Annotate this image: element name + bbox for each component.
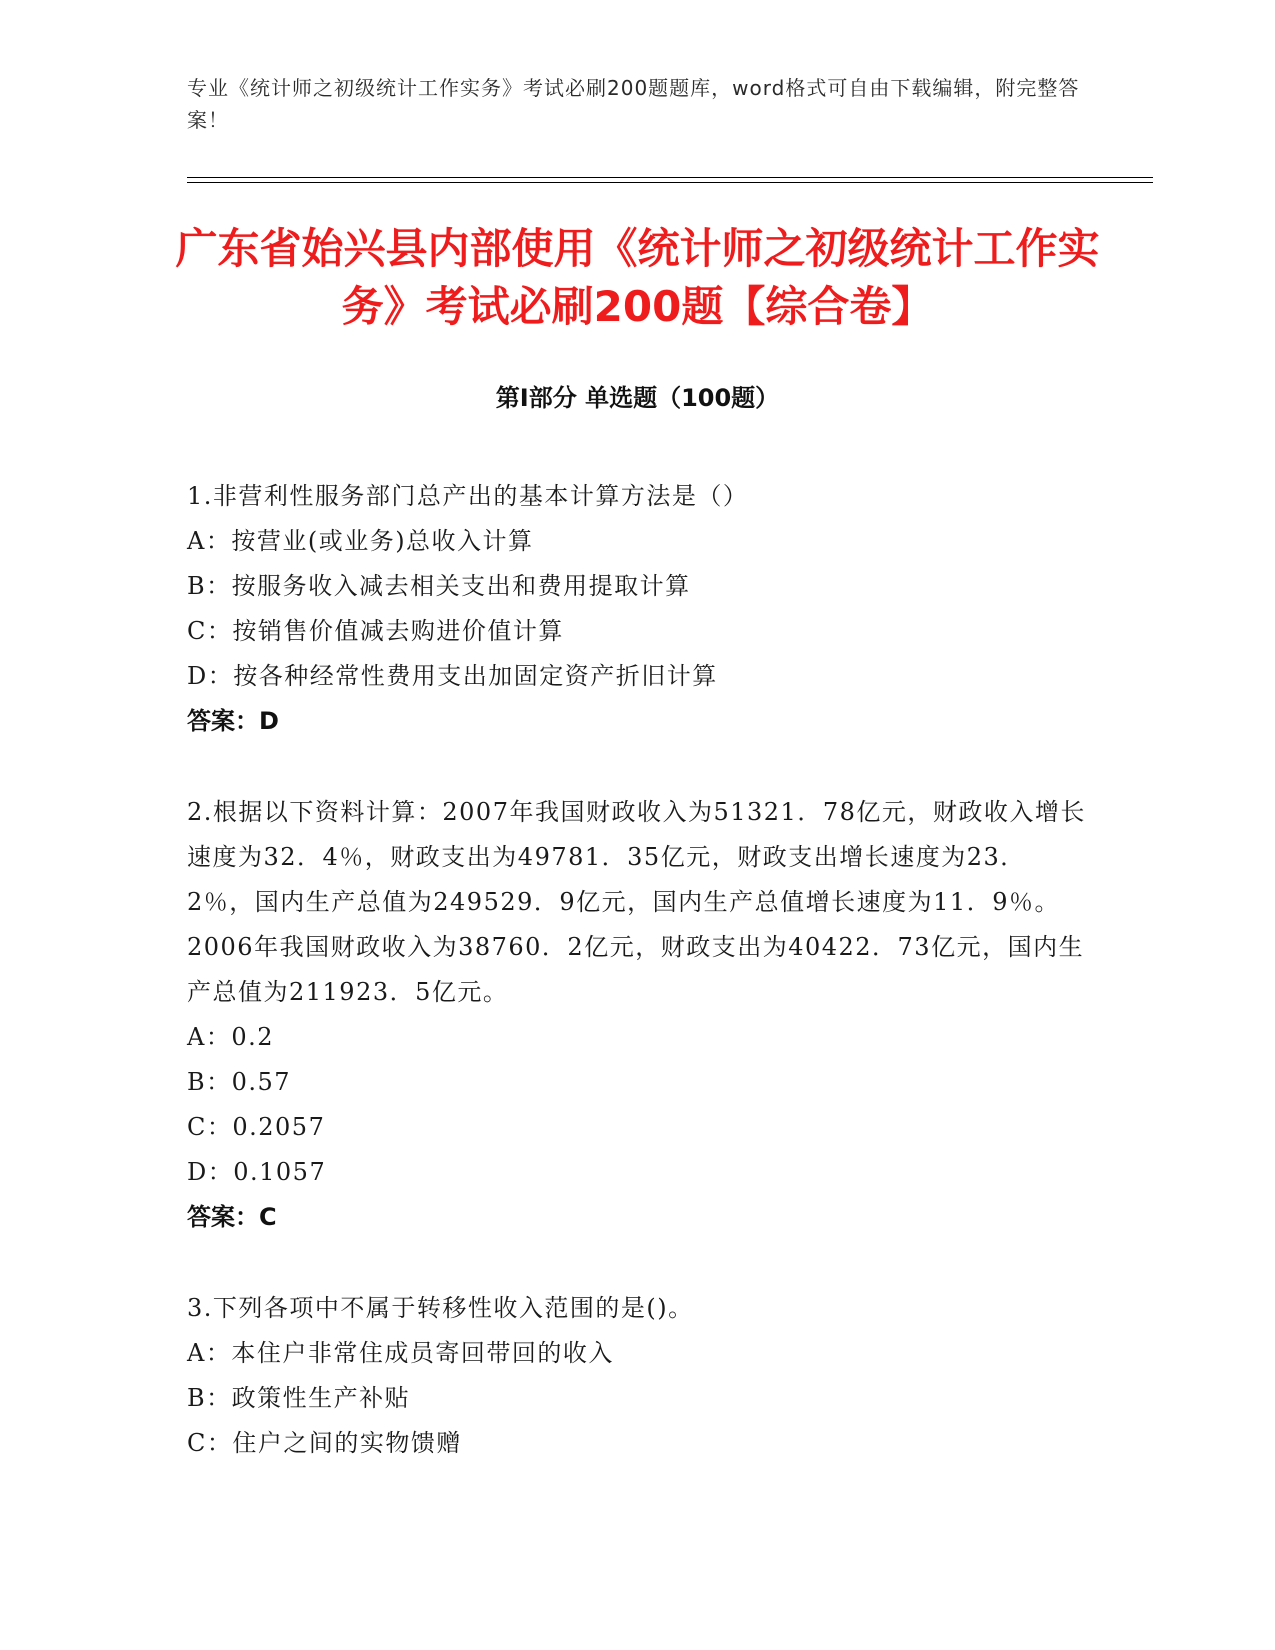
section-title: 第I部分 单选题（100题）	[495, 384, 780, 412]
question-2	[187, 790, 1087, 1240]
question-3	[187, 1286, 1087, 1466]
option-c: C：住户之间的实物馈赠	[187, 1429, 462, 1457]
header-divider-top	[187, 177, 1153, 178]
page-header-note: 专业《统计师之初级统计工作实务》考试必刷200题题库，word格式可自由下载编辑，附完整答案！	[187, 76, 1080, 132]
question-1	[187, 474, 1087, 744]
option-c: C：按销售价值减去购进价值计算	[187, 617, 564, 645]
option-a: A：本住户非常住成员寄回带回的收入	[187, 1339, 614, 1367]
option-d: D：0.1057	[187, 1158, 327, 1186]
option-a: A：0.2	[187, 1023, 274, 1051]
answer-label: 答案：D	[187, 707, 279, 735]
option-b: B：政策性生产补贴	[187, 1384, 411, 1412]
question-stem: 2.根据以下资料计算：2007年我国财政收入为51321．78亿元，财政收入增长速度为32．4％，财政支出为49781．35亿元，财政支出增长速度为23．2％，国内生产总值为249529．9亿元，国内生产总值增长速度为11．9％。2006年我国财政收入为38760．2亿元，财政支出为40422．73亿元，国内生产总值为211923．5亿元。	[187, 798, 1086, 1006]
option-b: B：按服务收入减去相关支出和费用提取计算	[187, 572, 691, 600]
answer-label: 答案：C	[187, 1203, 277, 1231]
option-b: B：0.57	[187, 1068, 292, 1096]
option-d: D：按各种经常性费用支出加固定资产折旧计算	[187, 662, 718, 690]
header-divider-bottom	[187, 182, 1153, 183]
option-c: C：0.2057	[187, 1113, 326, 1141]
question-list	[187, 474, 1087, 1512]
document-title: 广东省始兴县内部使用《统计师之初级统计工作实务》考试必刷200题【综合卷】	[175, 224, 1100, 331]
question-stem: 3.下列各项中不属于转移性收入范围的是()。	[187, 1294, 694, 1322]
option-a: A：按营业(或业务)总收入计算	[187, 527, 534, 555]
question-stem: 1.非营利性服务部门总产出的基本计算方法是（）	[187, 482, 749, 510]
